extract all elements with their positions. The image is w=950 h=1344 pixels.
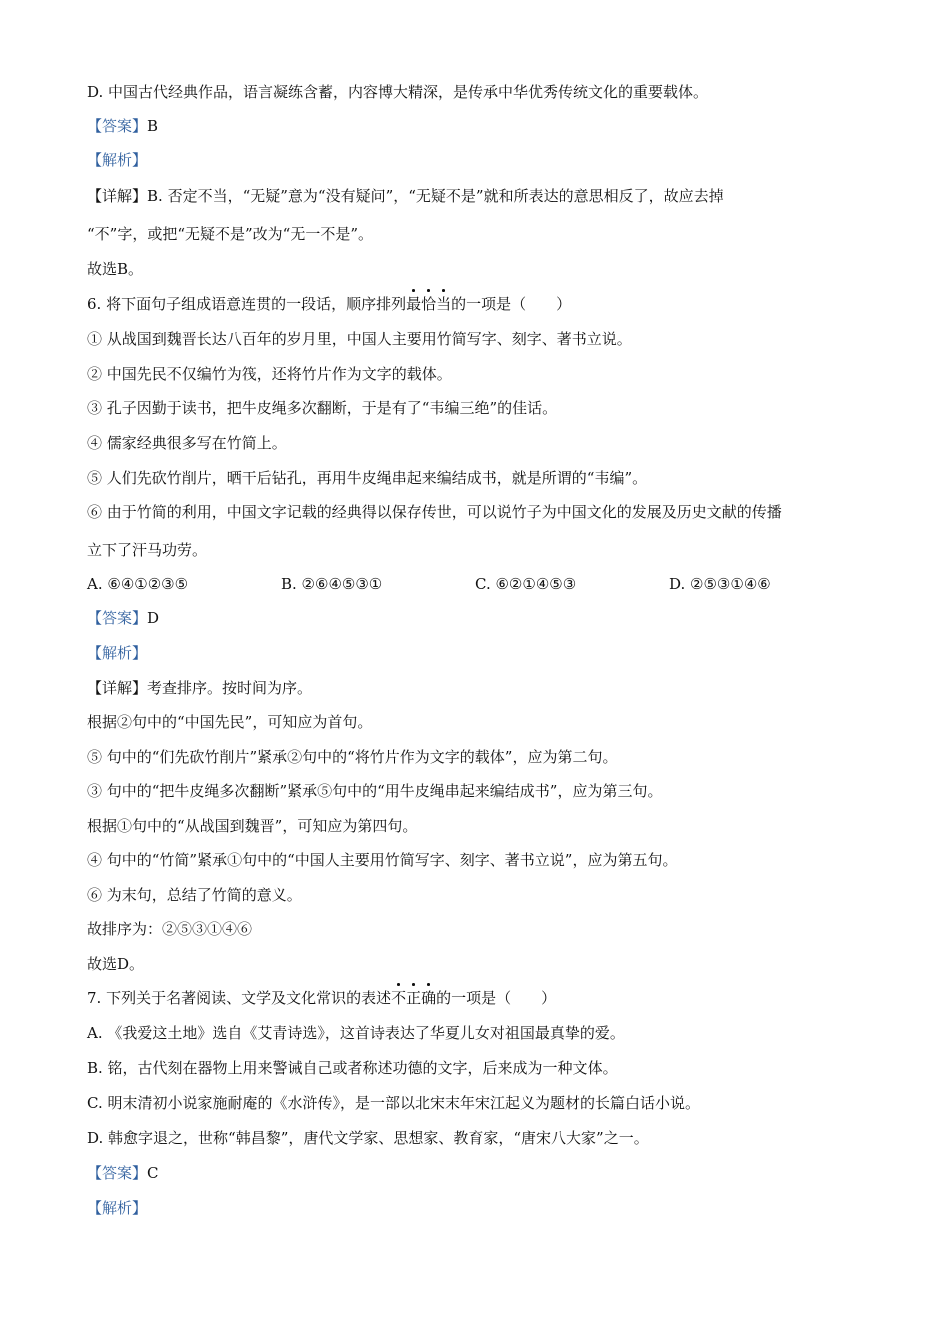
q6-sentence-5: ⑤ 人们先砍竹削片，晒干后钻孔，再用牛皮绳串起来编结成书，就是所谓的“韦编”。 — [87, 469, 648, 487]
q6-detail-line-5: 根据①句中的“从战国到魏晋”，可知应为第四句。 — [87, 817, 418, 835]
q6-detail-line-4: ③ 句中的“把牛皮绳多次翻断”紧承⑤句中的“用牛皮绳串起来编结成书”，应为第三句。 — [87, 782, 663, 800]
q6-sentence-4: ④ 儒家经典很多写在竹简上。 — [87, 434, 287, 452]
q5-answer-line — [87, 116, 158, 136]
emphasis-char: 确 — [421, 989, 437, 1007]
q6-detail-line-3: ⑤ 句中的“们先砍竹削片”紧承②句中的“将竹片作为文字的载体”，应为第二句。 — [87, 748, 618, 766]
q6-detail-line-1: 【详解】考查排序。按时间为序。 — [87, 679, 313, 697]
q6-option-d: D. ②⑤③①④⑥ — [669, 575, 771, 593]
q6-answer-line — [87, 608, 159, 628]
q6-detail-line-8: 故排序为：②⑤③①④⑥ — [87, 920, 253, 938]
q6-sentence-1: ① 从战国到魏晋长达八百年的岁月里，中国人主要用竹简写字、刻字、著书立说。 — [87, 330, 632, 348]
analysis-tag: 【解析】 — [87, 644, 148, 662]
q6-sentence-6-cont: 立下了汗马功劳。 — [87, 541, 208, 559]
answer-tag: 【答案】 — [87, 1164, 148, 1182]
q5-detail-line-1: 【详解】B. 否定不当，“无疑”意为“没有疑问”，“无疑不是”就和所表达的意思相反了，故应去掉 — [87, 187, 724, 205]
q6-sentence-3: ③ 孔子因勤于读书，把牛皮绳多次翻断，于是有了“韦编三绝”的佳话。 — [87, 399, 558, 417]
q6-detail-line-7: ⑥ 为末句，总结了竹简的意义。 — [87, 886, 302, 904]
answer-tag: 【答案】 — [87, 609, 148, 627]
q6-sentence-6: ⑥ 由于竹简的利用，中国文字记载的经典得以保存传世，可以说竹子为中国文化的发展及历史文献的传播 — [87, 503, 782, 521]
q6-stem: 6. 将下面句子组成语意连贯的一段话，顺序排列最恰当的一项是（ ） — [87, 295, 572, 313]
q6-conclusion: 故选D。 — [87, 955, 145, 973]
detail-tag: 【详解】 — [87, 187, 148, 205]
detail-tag: 【详解】 — [87, 679, 148, 697]
q7-option-a: A. 《我爱这土地》选自《艾青诗选》，这首诗表达了华夏儿女对祖国最真挚的爱。 — [87, 1024, 625, 1042]
emphasis-char: 不 — [391, 989, 407, 1007]
emphasis-char: 恰 — [421, 295, 437, 313]
q5-option-d: D. 中国古代经典作品，语言凝练含蓄，内容博大精深，是传承中华优秀传统文化的重要载体。 — [87, 83, 709, 101]
q7-option-c: C. 明末清初小说家施耐庵的《水浒传》，是一部以北宋末年宋江起义为题材的长篇白话小说。 — [87, 1094, 700, 1112]
q5-detail-line-2: “不”字，或把“无疑不是”改为“无一不是”。 — [87, 225, 374, 243]
emphasis-char: 最 — [406, 295, 422, 313]
q6-sentence-2: ② 中国先民不仅编竹为筏，还将竹片作为文字的载体。 — [87, 365, 452, 383]
q7-stem: 7. 下列关于名著阅读、文学及文化常识的表述不正确的一项是（ ） — [87, 989, 557, 1007]
answer-value: C — [147, 1164, 159, 1182]
analysis-tag: 【解析】 — [87, 1199, 148, 1217]
q6-option-c: C. ⑥②①④⑤③ — [475, 575, 577, 593]
emphasis-char: 正 — [406, 989, 422, 1007]
q6-option-b: B. ②⑥④⑤③① — [281, 575, 383, 593]
q7-option-b: B. 铭，古代刻在器物上用来警诫自己或者称述功德的文字，后来成为一种文体。 — [87, 1059, 618, 1077]
q6-detail-line-2: 根据②句中的“中国先民”，可知应为首句。 — [87, 713, 373, 731]
answer-tag: 【答案】 — [87, 117, 148, 135]
q6-option-a: A. ⑥④①②③⑤ — [87, 575, 189, 593]
q6-detail-line-6: ④ 句中的“竹简”紧承①句中的“中国人主要用竹简写字、刻字、著书立说”，应为第五句。 — [87, 851, 678, 869]
q7-option-d: D. 韩愈字退之，世称“韩昌黎”，唐代文学家、思想家、教育家，“唐宋八大家”之一。 — [87, 1129, 649, 1147]
answer-value: D — [147, 609, 160, 627]
q7-answer-line — [87, 1163, 159, 1183]
answer-value: B — [147, 117, 159, 135]
q5-conclusion: 故选B。 — [87, 260, 144, 278]
emphasis-char: 当 — [436, 295, 452, 313]
analysis-tag: 【解析】 — [87, 151, 148, 169]
